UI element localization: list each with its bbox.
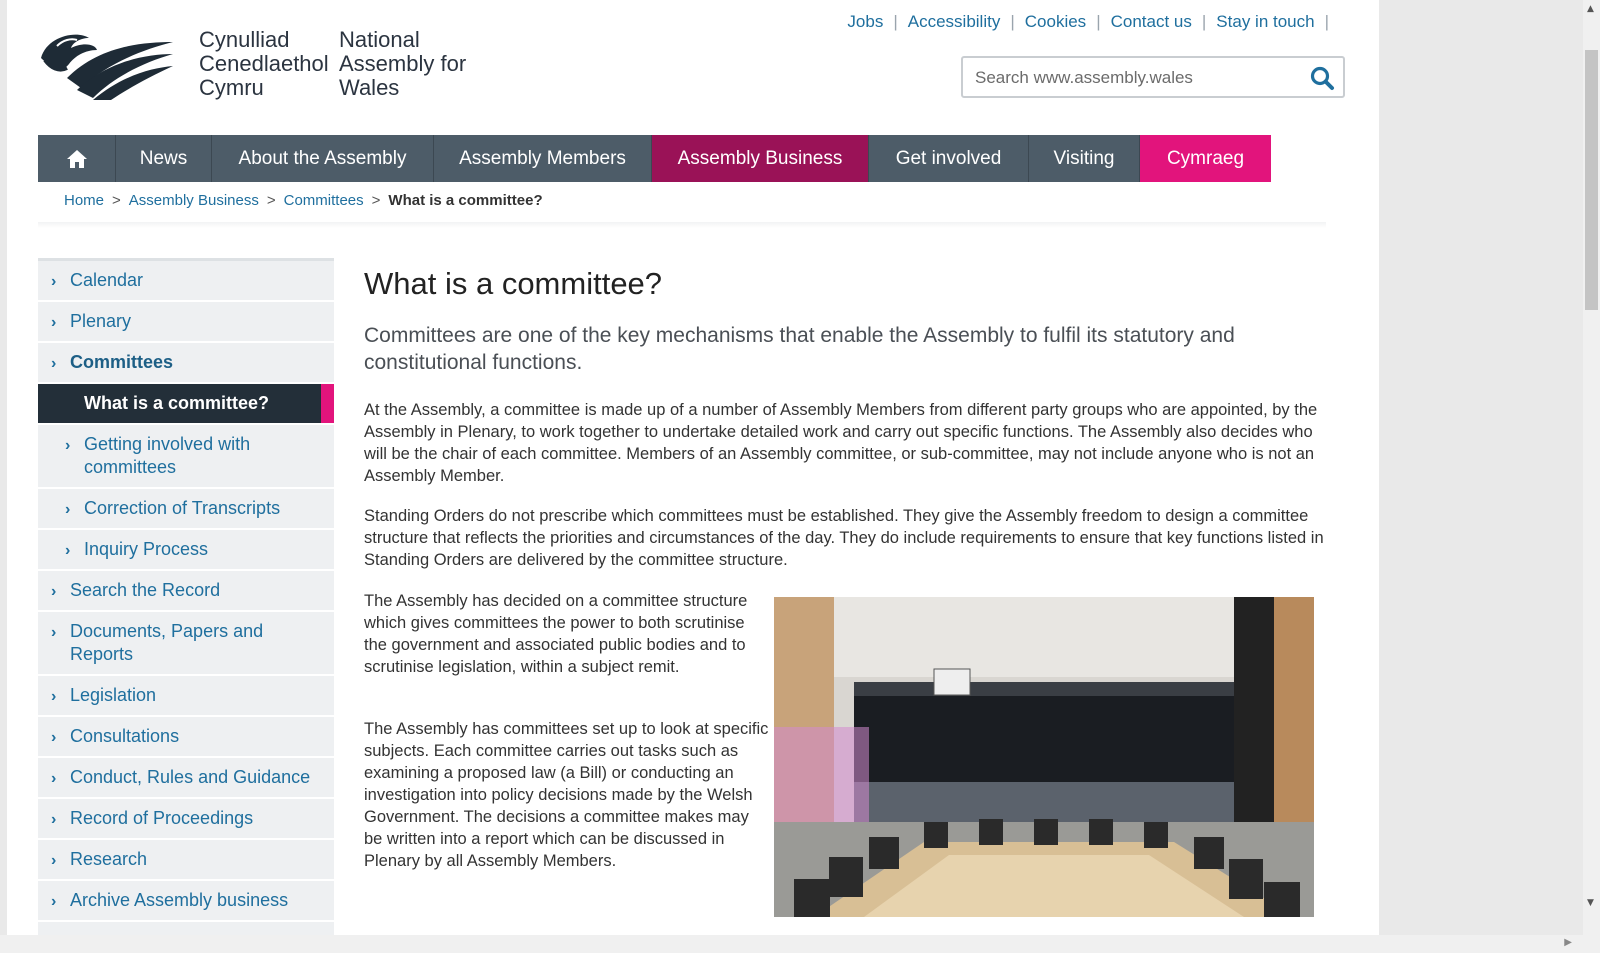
committee-room-photo — [774, 597, 1314, 917]
sidebar-item-inquiry-process[interactable] — [38, 530, 334, 571]
accessibility-link[interactable]: Accessibility — [907, 12, 1001, 31]
sidebar-item-label: Documents, Papers and Reports — [70, 621, 264, 664]
jobs-link[interactable]: Jobs — [847, 12, 884, 31]
separator: | — [893, 12, 898, 31]
cookies-link[interactable]: Cookies — [1024, 12, 1087, 31]
breadcrumb-home[interactable]: Home — [64, 192, 105, 209]
sidebar-item-label: Research — [70, 849, 148, 869]
home-icon — [66, 149, 88, 169]
body-paragraph: The Assembly has decided on a committee structure which gives committees the power to both scrutinise the government and associated public bodies and to scrutinise legislation, within a subject remit. — [364, 592, 748, 676]
sidebar-item-committees[interactable] — [38, 343, 334, 384]
logo-welsh-text: Cynulliad Cenedlaethol Cymru — [199, 27, 329, 100]
scroll-down-icon[interactable]: ▼ — [1587, 898, 1594, 908]
page — [7, 0, 1379, 935]
sidebar-item-documents-papers-reports[interactable] — [38, 612, 334, 676]
nav-home[interactable] — [38, 135, 116, 182]
sidebar-item-label: Correction of Transcripts — [84, 498, 281, 518]
nav-assembly-members[interactable]: Assembly Members — [434, 135, 652, 182]
sidebar-navigation — [38, 258, 334, 935]
separator: | — [1096, 12, 1101, 31]
assembly-logo[interactable] — [37, 22, 467, 104]
sidebar-item-consultations[interactable] — [38, 717, 334, 758]
chevron-right-icon: › — [51, 811, 57, 828]
sidebar-item-record-of-proceedings[interactable] — [38, 799, 334, 840]
sidebar-item-label: Record of Proceedings — [70, 808, 254, 828]
nav-news[interactable]: News — [116, 135, 212, 182]
sidebar-item-label: Getting involved with committees — [84, 434, 251, 477]
chevron-right-icon: › — [51, 273, 57, 290]
breadcrumb — [64, 192, 543, 209]
chevron-right-icon: › — [51, 624, 57, 641]
separator: | — [1010, 12, 1015, 31]
contact-us-link[interactable]: Contact us — [1110, 12, 1192, 31]
chevron-right-icon: › — [65, 437, 71, 454]
search-icon[interactable] — [1309, 65, 1335, 91]
breadcrumb-separator: > — [371, 192, 381, 209]
sidebar-item-label: Archive Assembly business — [70, 890, 289, 910]
logo-english-text: National Assembly for Wales — [339, 27, 467, 100]
sidebar-item-label: Consultations — [70, 726, 180, 746]
breadcrumb-assembly-business[interactable]: Assembly Business — [128, 192, 259, 209]
horizontal-scrollbar[interactable] — [0, 935, 1600, 953]
site-search — [961, 56, 1345, 98]
sidebar-item-getting-involved[interactable] — [38, 425, 334, 489]
sidebar-item-correction-of-transcripts[interactable] — [38, 489, 334, 530]
scroll-right-icon[interactable]: ▶ — [1564, 937, 1572, 948]
chevron-right-icon: › — [51, 583, 57, 600]
search-input[interactable] — [973, 64, 1297, 92]
breadcrumb-separator: > — [266, 192, 276, 209]
sidebar-item-label: Inquiry Process — [84, 539, 209, 559]
separator: | — [1324, 12, 1329, 31]
body-paragraph: Standing Orders do not prescribe which committees must be established. They give the Assembly freedom to design a committee structure that reflects the priorities and circumstances of the day. They do include requirements to ensure that key functions listed in Standing Orders are delivered by the committee structure. — [364, 507, 1324, 569]
active-indicator — [321, 384, 334, 423]
scroll-up-icon[interactable]: ▲ — [1587, 4, 1594, 14]
lead-paragraph: Committees are one of the key mechanisms that enable the Assembly to fulfil its statutory and constitutional functions. — [364, 324, 1235, 374]
utility-links — [847, 12, 1339, 32]
sidebar-item-research[interactable] — [38, 840, 334, 881]
nav-about-the-assembly[interactable]: About the Assembly — [212, 135, 434, 182]
sidebar-item-calendar[interactable] — [38, 261, 334, 302]
chevron-right-icon: › — [51, 893, 57, 910]
body-paragraph: At the Assembly, a committee is made up of a number of Assembly Members from different party groups who are appointed, by the Assembly in Plenary, to work together to undertake detailed work and carry out specific functions. The Assembly also decides who will be the chair of each committee. Members of an Assembly committee, or sub-committee, may not include anyone who is not an Assembly Member. — [364, 401, 1318, 485]
dragon-logo-icon — [37, 28, 175, 100]
separator: | — [1201, 12, 1207, 31]
nav-cymraeg[interactable]: Cymraeg — [1140, 135, 1271, 182]
sidebar-item-label: Calendar — [70, 270, 144, 290]
sidebar-item-label: Plenary — [70, 311, 132, 331]
breadcrumb-current: What is a committee? — [388, 192, 543, 209]
sidebar-item-what-is-a-committee[interactable] — [38, 384, 334, 425]
page-title: What is a committee? — [364, 266, 663, 301]
vertical-scrollbar[interactable] — [1583, 0, 1600, 935]
main-navigation — [38, 135, 1271, 182]
nav-assembly-business[interactable]: Assembly Business — [652, 135, 869, 182]
body-paragraph: The Assembly has committees set up to look at specific subjects. Each committee carries out tasks such as examining a proposed law (a Bill) or conducting an investigation into policy decisions made by the Welsh Government. The decisions a committee makes may be written into a report which can be discussed in Plenary by all Assembly Members. — [364, 720, 769, 870]
chevron-right-icon: › — [51, 688, 57, 705]
sidebar-item-label: Legislation — [70, 685, 157, 705]
divider — [38, 222, 1326, 228]
sidebar-item-archive[interactable] — [38, 881, 334, 922]
sidebar-item-label: What is a committee? — [84, 393, 270, 413]
chevron-right-icon: › — [51, 770, 57, 787]
nav-visiting[interactable]: Visiting — [1029, 135, 1140, 182]
chevron-right-icon: › — [51, 314, 57, 331]
breadcrumb-committees[interactable]: Committees — [283, 192, 364, 209]
sidebar-item-plenary[interactable] — [38, 302, 334, 343]
breadcrumb-separator: > — [112, 192, 121, 209]
scrollbar-thumb[interactable] — [1585, 50, 1598, 310]
sidebar-item-label: Committees — [70, 352, 174, 372]
main-content — [364, 262, 1324, 870]
chevron-right-icon: › — [51, 729, 57, 746]
sidebar-item-label: Conduct, Rules and Guidance — [70, 767, 311, 787]
stay-in-touch-link[interactable]: Stay in touch — [1216, 12, 1315, 31]
chevron-right-icon: › — [65, 501, 71, 518]
chevron-right-icon: › — [51, 852, 57, 869]
chevron-right-icon: › — [65, 542, 71, 559]
nav-get-involved[interactable]: Get involved — [869, 135, 1029, 182]
sidebar-item-search-the-record[interactable] — [38, 571, 334, 612]
sidebar-item-legislation[interactable] — [38, 676, 334, 717]
sidebar-item-label: Search the Record — [70, 580, 221, 600]
sidebar-item-conduct-rules-guidance[interactable] — [38, 758, 334, 799]
chevron-right-icon: › — [51, 355, 57, 372]
